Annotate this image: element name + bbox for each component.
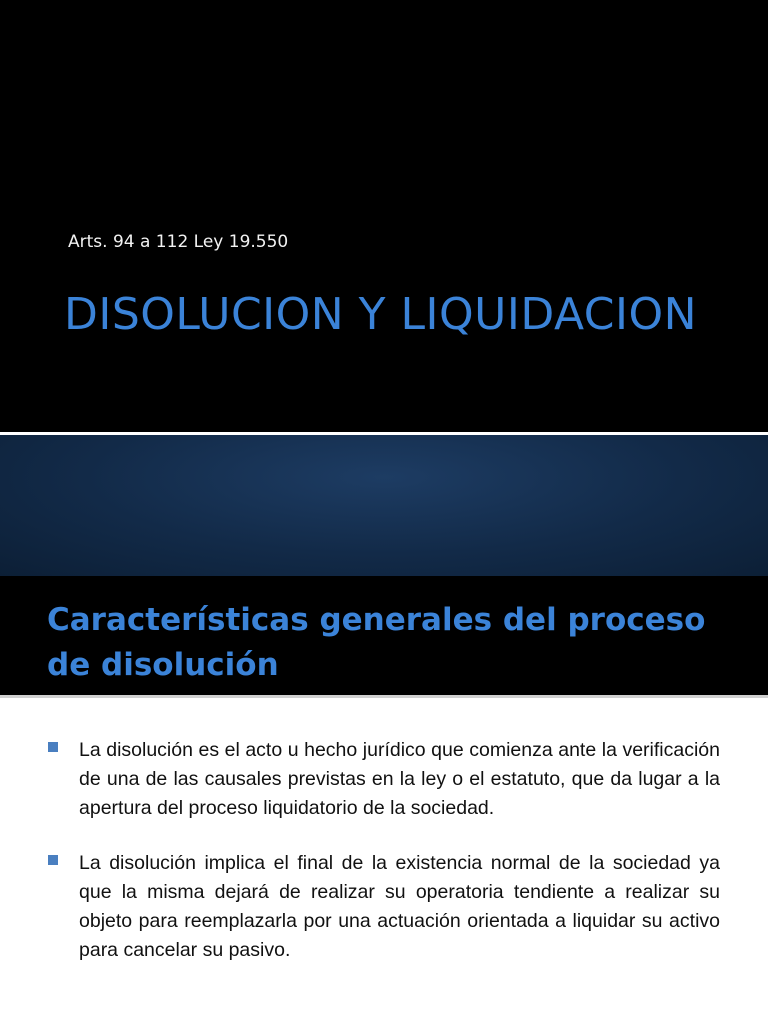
square-bullet-icon bbox=[48, 855, 58, 865]
bullet-text: La disolución implica el final de la existencia normal de la sociedad ya que la misma dejará de realizar su operatoria tendiente a realizar su objeto para reemplazarla por una actuación orientada a liquidar su activo para cancelar su pasivo. bbox=[79, 852, 720, 961]
bullet-text: La disolución es el acto u hecho jurídico que comienza ante la verificación de una de las causales previstas en la ley o el estatuto, que da lugar a la apertura del proceso liquidatorio de la sociedad. bbox=[79, 739, 720, 819]
title-slide bbox=[0, 0, 768, 432]
bullet-item bbox=[0, 736, 768, 823]
content-slide bbox=[0, 576, 768, 1024]
content-slide-header bbox=[0, 576, 768, 698]
decorative-band bbox=[0, 432, 768, 576]
slide-subtitle: Arts. 94 a 112 Ley 19.550 bbox=[68, 232, 289, 252]
square-bullet-icon bbox=[48, 742, 58, 752]
content-slide-title: Características generales del proceso de disolución bbox=[47, 602, 706, 683]
bullet-item bbox=[0, 849, 768, 965]
bullet-list bbox=[0, 736, 768, 991]
slide-title: DISOLUCION Y LIQUIDACION bbox=[64, 289, 698, 340]
